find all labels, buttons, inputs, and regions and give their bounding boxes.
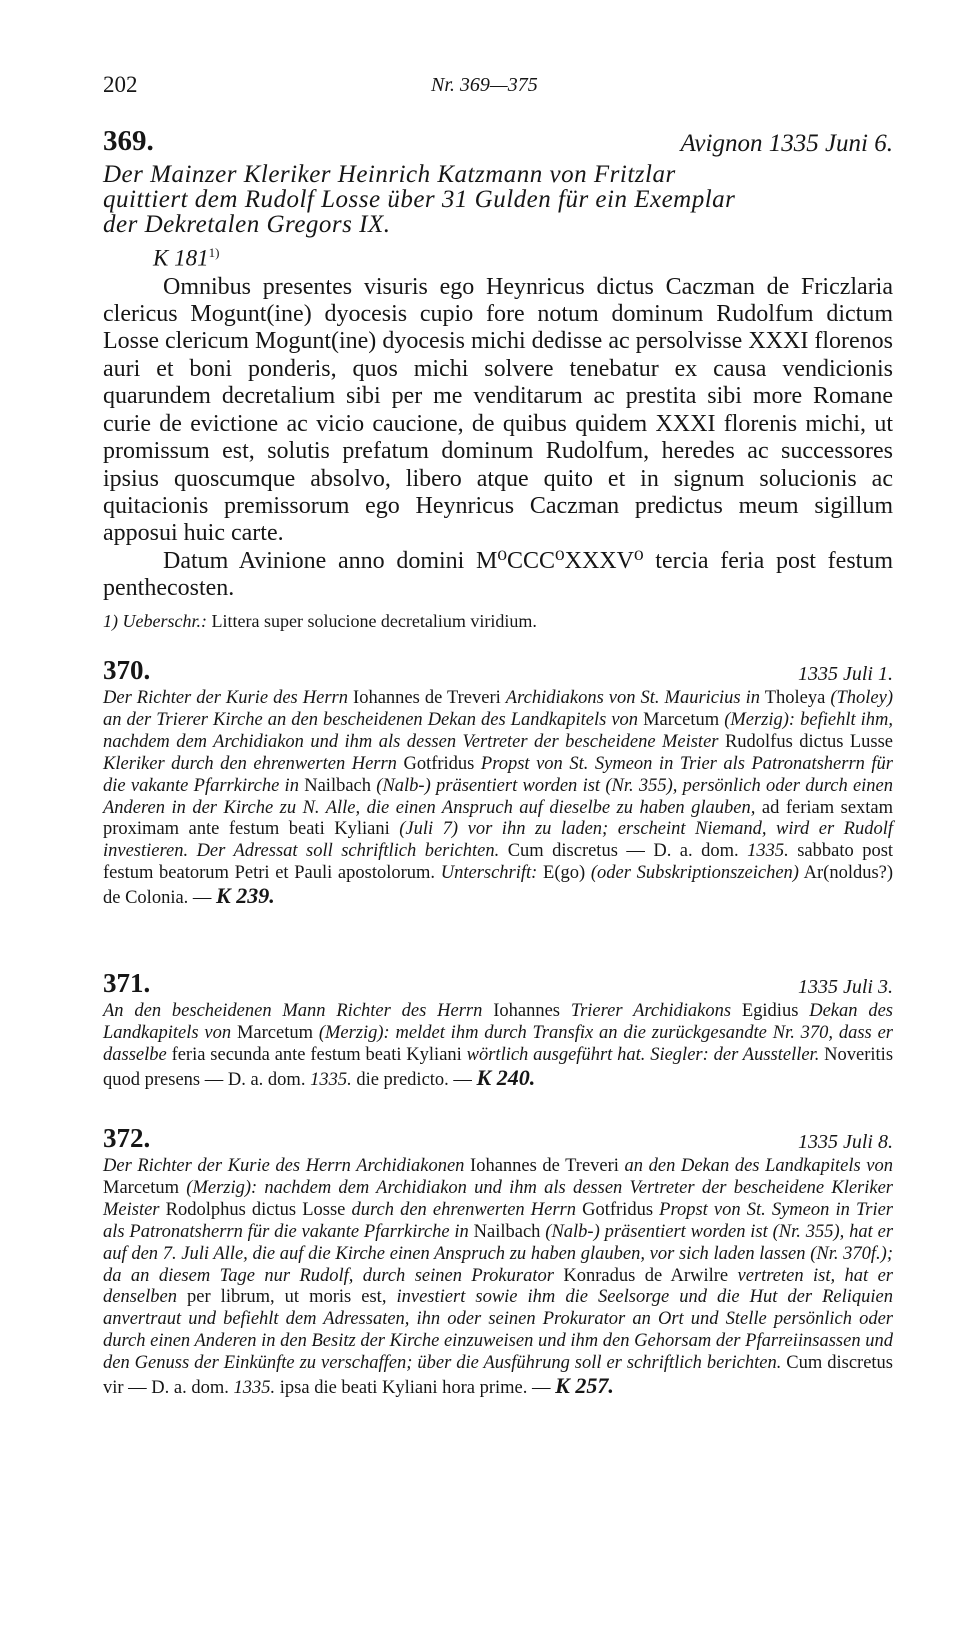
summary-roman: per librum, ut moris est,	[187, 1287, 387, 1308]
summary-italic: Der Richter der Kurie des Herrn Archidiakonen	[103, 1156, 465, 1176]
running-head: Nr. 369—375	[431, 74, 538, 96]
summary-roman: Gotfridus	[403, 753, 475, 774]
summary-italic: Unterschrift:	[440, 863, 538, 884]
entry-heading	[103, 124, 893, 158]
footnote-label: 1) Ueberschr.:	[103, 610, 207, 631]
summary-italic: (Nalb-) präsentiert worden ist (Nr. 355), persönlich oder durch einen Anderen in der Kirche zu N. Alle, die einen Anspruch auf dieselbe zu haben glauben,	[103, 775, 894, 818]
page-header	[103, 72, 893, 102]
summary-roman: Tholeya	[764, 688, 826, 708]
summary-roman: ad feriam sextam proximam ante festum beati Kyliani	[103, 797, 894, 840]
summary-line: quittiert dem Rudolf Losse über 31 Gulden für ein Exemplar	[103, 186, 736, 213]
summary-roman: Noveritis quod presens — D. a. dom.	[103, 1044, 894, 1090]
summary-roman: Nailbach	[304, 775, 372, 796]
summary-roman: Gotfridus	[582, 1199, 654, 1220]
summary-roman: Iohannes	[493, 1001, 560, 1021]
summary-roman: Nailbach	[473, 1221, 541, 1242]
summary-italic: Archidiakons von St. Mauricius in	[505, 688, 760, 708]
footnote-text: Littera super solucione decretalium viridium.	[211, 610, 537, 631]
summary-italic: Propst von St. Symeon in Trier als Patronatsherrn für die vakante Pfarrkirche in	[103, 1199, 893, 1242]
summary-line: der Dekretalen Gregors IX.	[103, 211, 391, 238]
summary-roman: E(go)	[543, 863, 586, 884]
summary-italic: (Merzig): nachdem dem Archidiakon und ihm als dessen Vertreter der bescheidene Kleriker Meister	[103, 1177, 894, 1220]
entry-date: 1335 Juli 3.	[798, 976, 893, 998]
summary-roman: Cum discretus — D. a. dom.	[507, 841, 739, 862]
entry-summary	[103, 1156, 893, 1400]
summary-italic: wörtlich ausgeführt hat. Siegler: der Aussteller.	[466, 1044, 820, 1065]
summary-italic: 1335.	[233, 1378, 276, 1399]
entry-date: Avignon 1335 Juni 6.	[680, 130, 893, 157]
summary-roman: Rodolphus dictus Losse	[165, 1199, 346, 1220]
summary-roman: die predicto. —	[356, 1069, 472, 1090]
source-reference: K 257.	[555, 1373, 614, 1399]
charter-paragraph: Datum Avinione anno domini M⁰CCC⁰XXXV⁰ tercia feria post festum penthecosten.	[103, 547, 893, 602]
summary-line: Der Mainzer Kleriker Heinrich Katzmann von Fritzlar	[103, 161, 676, 188]
summary-roman: Iohannes de Treveri	[353, 688, 501, 708]
summary-italic: (Merzig): meldet ihm durch Transfix an die zurückgesandte Nr. 370, dass er dasselbe	[103, 1022, 893, 1065]
entry-number: 369.	[103, 125, 154, 157]
summary-roman: Iohannes de Treveri	[470, 1156, 619, 1176]
entry-371	[103, 965, 893, 1092]
entry-summary	[103, 688, 893, 910]
summary-roman: Ar(noldus?) de Colonia. —	[103, 863, 894, 909]
entry-number: 371.	[103, 968, 151, 998]
entry-summary	[103, 162, 893, 237]
summary-italic: 1335.	[310, 1069, 352, 1090]
entry-date: 1335 Juli 8.	[798, 1131, 893, 1153]
source-reference: K 240.	[476, 1064, 536, 1090]
summary-roman: Marcetum	[103, 1177, 180, 1198]
summary-roman: Egidius	[741, 1001, 799, 1021]
summary-italic: Trierer Archidiakons	[570, 1001, 732, 1021]
summary-italic: durch den ehrenwerten Herrn	[351, 1199, 576, 1220]
summary-italic: (Juli 7) vor ihn zu laden; erscheint Niemand, wird er Rudolf investieren. Der Adressat soll schriftlich berichten.	[103, 819, 894, 862]
summary-roman: Marcetum	[643, 709, 720, 730]
entry-number: 370.	[103, 655, 151, 685]
entry-370	[103, 652, 893, 910]
entry-372	[103, 1120, 893, 1400]
summary-italic: An den bescheidenen Mann Richter des Herrn	[103, 1001, 483, 1021]
summary-italic: Der Richter der Kurie des Herrn	[103, 688, 348, 708]
summary-italic: (Nalb-) präsentiert worden ist (Nr. 355), hat er auf den 7. Juli Alle, die auf die Kirche einen Anspruch zu haben glauben, vor sich laden lassen (Nr. 370f.); da an diesem Tage nur Rudolf, durch seinen Prokurator	[103, 1221, 894, 1286]
summary-italic: (Tholey) an der Trierer Kirche an den bescheidenen Dekan des Landkapitels von	[103, 688, 894, 730]
entry-heading	[103, 965, 893, 999]
summary-roman: sabbato post festum beatorum Petri et Pauli apostolorum.	[103, 841, 894, 884]
summary-italic: 1335.	[747, 841, 789, 862]
entry-number: 372.	[103, 1123, 151, 1153]
summary-italic: Propst von St. Symeon in Trier als Patronatsherrn für die vakante Pfarrkirche in	[103, 753, 894, 796]
summary-italic: an den Dekan des Landkapitels von	[624, 1156, 894, 1176]
summary-italic: (Merzig): befiehlt ihm, nachdem dem Archidiakon und ihm als dessen Vertreter der bescheidene Meister	[103, 709, 894, 752]
summary-italic: Dekan des Landkapitels von	[103, 1001, 893, 1043]
summary-roman: Cum discretus vir — D. a. dom.	[103, 1353, 893, 1399]
entry-summary	[103, 1001, 893, 1092]
footnote-marker: 1)	[208, 245, 220, 260]
summary-roman: Rudolfus dictus Lusse	[724, 731, 894, 752]
entry-heading	[103, 1120, 893, 1154]
summary-italic: (oder Subskriptionszeichen)	[590, 863, 799, 884]
summary-roman: Konradus de Arwilre	[563, 1265, 729, 1286]
summary-italic: investiert sowie ihm die Seelsorge und die Hut der Reliquien anvertraut und befiehlt dem Adressaten, ihn oder seinen Prokurator an Ort und Stelle persönlich oder durch einen Anderen in den Besitz der Kirche einzuweisen und ihm den Gehorsam der Pfarreiinsassen und den Genuss der Einkünfte zu verschaffen; über die Ausführung soll er schriftlich berichten.	[103, 1287, 894, 1374]
charter-paragraph: Omnibus presentes visuris ego Heynricus dictus Caczman de Friczlaria clericus Mogunt(ine) dyocesis cupio fore notum dominum Rudolfum dictum Losse clericum Mogunt(ine) dyocesis michi dedisse ac persolvisse XXXI florenos auri et boni ponderis, quos michi solvere tenebatur ex causa vendicionis quarundem decretalium sibi per me venditarum ac prestita sibi more Romane curie de evictione ac vicio caucione, de quibus quidem XXXI florenis michi, ut promissum est, solutis prefatum dominum Rudolfum, heredes ac successores ipsius quoscumque absolvo, libero atque quito et in signum solucionis ac quitacionis premissorum ego Heynricus Caczman predictus meum sigillum apposui huic carte.	[103, 273, 893, 547]
reference-siglum: K 181	[153, 245, 209, 271]
summary-italic: vertreten ist, hat er denselben	[103, 1265, 893, 1308]
entry-369	[103, 124, 893, 633]
page-number: 202	[103, 72, 138, 97]
summary-roman: feria secunda ante festum beati Kyliani	[171, 1044, 462, 1065]
summary-italic: Kleriker durch den ehrenwerten Herrn	[103, 753, 397, 774]
source-reference	[103, 239, 893, 272]
charter-text	[103, 274, 893, 603]
footnote	[103, 609, 893, 633]
entry-heading	[103, 652, 893, 686]
source-reference: K 239.	[216, 883, 275, 909]
entry-date: 1335 Juli 1.	[798, 663, 893, 685]
summary-roman: ipsa die beati Kyliani hora prime. —	[279, 1378, 551, 1399]
summary-roman: Marcetum	[236, 1022, 313, 1043]
